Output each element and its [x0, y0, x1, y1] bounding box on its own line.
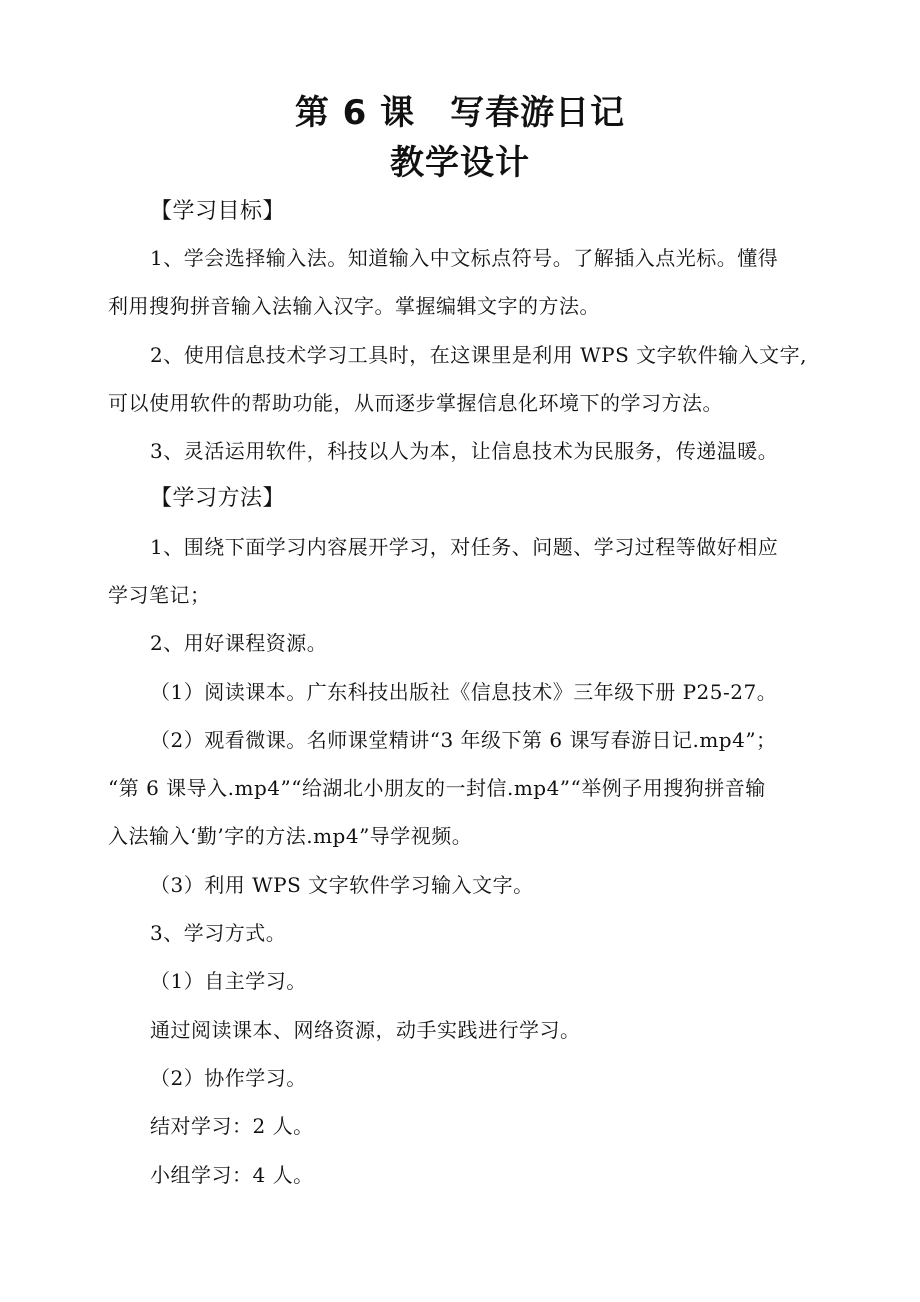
- objective-3: 3、灵活运用软件，科技以人为本，让信息技术为民服务，传递温暖。: [150, 439, 779, 463]
- method-3: 3、学习方式。: [150, 921, 287, 945]
- method-2-2-line-3: 入法输入‘勤’字的方法.mp4”导学视频。: [108, 824, 473, 848]
- method-3-1: （1）自主学习。: [150, 969, 307, 993]
- method-1-line-2: 学习笔记；: [108, 583, 211, 607]
- objective-2-line-2: 可以使用软件的帮助功能，从而逐步掌握信息化环境下的学习方法。: [108, 391, 723, 415]
- objective-2-line-1: 2、使用信息技术学习工具时，在这课里是利用 WPS 文字软件输入文字,: [150, 343, 808, 367]
- objectives-heading: 【学习目标】: [150, 199, 286, 224]
- method-3-2-pair: 结对学习：2 人。: [150, 1114, 314, 1138]
- method-1-line-1: 1、围绕下面学习内容展开学习，对任务、问题、学习过程等做好相应: [150, 535, 779, 559]
- method-2-2-line-2: “第 6 课导入.mp4”“给湖北小朋友的一封信.mp4”“举例子用搜狗拼音输: [108, 776, 766, 800]
- method-3-1-desc: 通过阅读课本、网络资源，动手实践进行学习。: [150, 1018, 581, 1042]
- methods-heading: 【学习方法】: [150, 486, 286, 511]
- method-3-2-group: 小组学习：4 人。: [150, 1163, 314, 1187]
- objective-1-line-1: 1、学会选择输入法。知道输入中文标点符号。了解插入点光标。懂得: [150, 246, 779, 270]
- method-2-3: （3）利用 WPS 文字软件学习输入文字。: [150, 873, 534, 897]
- lesson-title: 第 6 课 写春游日记: [294, 93, 626, 133]
- lesson-subtitle: 教学设计: [390, 143, 530, 183]
- method-2-2-line-1: （2）观看微课。名师课堂精讲“3 年级下第 6 课写春游日记.mp4”；: [150, 728, 777, 752]
- objective-1-line-2: 利用搜狗拼音输入法输入汉字。掌握编辑文字的方法。: [108, 294, 600, 318]
- method-2: 2、用好课程资源。: [150, 631, 328, 655]
- method-2-1: （1）阅读课本。广东科技出版社《信息技术》三年级下册 P25-27。: [150, 680, 778, 704]
- method-3-2: （2）协作学习。: [150, 1066, 307, 1090]
